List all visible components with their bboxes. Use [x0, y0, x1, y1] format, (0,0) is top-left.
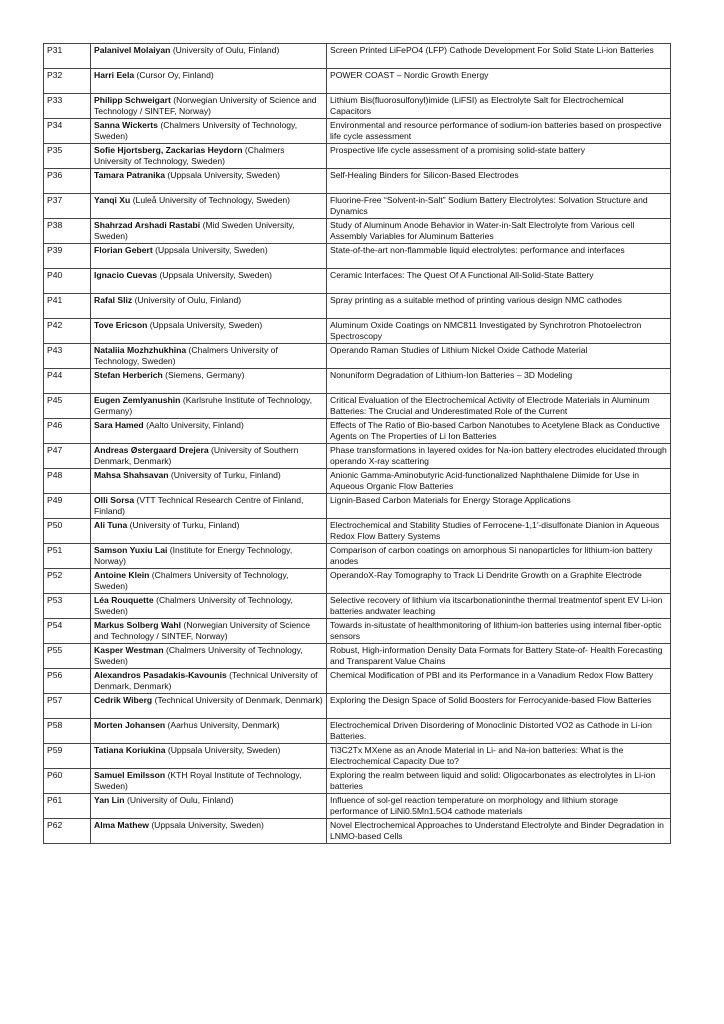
poster-author [91, 469, 327, 494]
author-name: Palanivel Molaiyan [94, 44, 171, 55]
author-name: Antoine Klein [94, 569, 150, 580]
table-row [44, 344, 671, 369]
author-name: Ignacio Cuevas [94, 269, 158, 280]
poster-title: Comparison of carbon coatings on amorphous Si nanoparticles for lithium-ion battery anodes [327, 544, 671, 569]
poster-author [91, 169, 327, 194]
poster-author [91, 269, 327, 294]
poster-author [91, 744, 327, 769]
poster-id: P34 [44, 119, 91, 144]
author-name: Markus Solberg Wahl [94, 619, 182, 630]
poster-author [91, 344, 327, 369]
poster-id: P46 [44, 419, 91, 444]
author-name: Tove Ericson [94, 319, 148, 330]
poster-id: P41 [44, 294, 91, 319]
author-name: Ali Tuna [94, 519, 128, 530]
author-name: Rafal Sliz [94, 294, 133, 305]
author-affiliation: (Aarhus University, Denmark) [167, 719, 280, 730]
author-affiliation: (University of Oulu, Finland) [134, 294, 242, 305]
table-row [44, 294, 671, 319]
author-affiliation: (Uppsala University, Sweden) [155, 244, 268, 255]
poster-title: POWER COAST – Nordic Growth Energy [327, 69, 671, 94]
table-row [44, 594, 671, 619]
table-row [44, 544, 671, 569]
table-row [44, 819, 671, 844]
table-row [44, 169, 671, 194]
table-row [44, 719, 671, 744]
poster-author [91, 769, 327, 794]
poster-title: Exploring the realm between liquid and solid: Oligocarbonates as electrolytes in Li-ion batteries [327, 769, 671, 794]
author-name: Olli Sorsa [94, 494, 135, 505]
poster-id: P39 [44, 244, 91, 269]
author-affiliation: (Siemens, Germany) [165, 369, 245, 380]
poster-title: Nonuniform Degradation of Lithium-Ion Batteries – 3D Modeling [327, 369, 671, 394]
poster-author [91, 119, 327, 144]
author-name: Kasper Westman [94, 644, 164, 655]
author-affiliation: (Chalmers University of Technology, Sweden) [94, 119, 298, 141]
author-affiliation: (University of Oulu, Finland) [172, 44, 280, 55]
poster-id: P49 [44, 494, 91, 519]
table-row [44, 644, 671, 669]
poster-author [91, 244, 327, 269]
table-row [44, 619, 671, 644]
poster-title: Novel Electrochemical Approaches to Understand Electrolyte and Binder Degradation in LNMO-based Cells [327, 819, 671, 844]
author-name: Philipp Schweigart [94, 94, 171, 105]
poster-id: P62 [44, 819, 91, 844]
poster-author [91, 819, 327, 844]
table-row [44, 469, 671, 494]
table-row [44, 769, 671, 794]
poster-author [91, 794, 327, 819]
author-affiliation: (VTT Technical Research Centre of Finland, Finland) [94, 494, 304, 516]
table-row [44, 494, 671, 519]
author-name: Alexandros Pasadakis-Kavounis [94, 669, 227, 680]
poster-id: P57 [44, 694, 91, 719]
poster-id: P43 [44, 344, 91, 369]
poster-id: P40 [44, 269, 91, 294]
table-row [44, 794, 671, 819]
poster-title: Environmental and resource performance of sodium-ion batteries based on prospective life cycle assessment [327, 119, 671, 144]
table-row [44, 219, 671, 244]
poster-id: P55 [44, 644, 91, 669]
poster-author [91, 69, 327, 94]
poster-title: Electrochemical and Stability Studies of Ferrocene-1,1′-disulfonate Dianion in Aqueous Redox Flow Battery Systems [327, 519, 671, 544]
author-name: Stefan Herberich [94, 369, 163, 380]
author-affiliation: (Mid Sweden University, Sweden) [94, 219, 295, 241]
author-affiliation: (Aalto University, Finland) [146, 419, 244, 430]
poster-author [91, 669, 327, 694]
poster-id: P52 [44, 569, 91, 594]
poster-title: Study of Aluminum Anode Behavior in Water-in-Salt Electrolyte from Various cell Assembly Variables for Aluminum Batteries [327, 219, 671, 244]
author-name: Samson Yuxiu Lai [94, 544, 168, 555]
author-affiliation: (Norwegian University of Science and Technology / SINTEF, Norway) [94, 619, 311, 641]
author-affiliation: (Cursor Oy, Finland) [136, 69, 214, 80]
poster-author [91, 94, 327, 119]
author-name: Eugen Zemlyanushin [94, 394, 181, 405]
poster-author [91, 294, 327, 319]
author-affiliation: (Chalmers University of Technology, Sweden) [94, 144, 285, 166]
author-affiliation: (Karlsruhe Institute of Technology, Germany) [94, 394, 312, 416]
table-row [44, 194, 671, 219]
author-affiliation: (University of Turku, Finland) [129, 519, 240, 530]
poster-author [91, 569, 327, 594]
poster-title: Ceramic Interfaces: The Quest Of A Functional All-Solid-State Battery [327, 269, 671, 294]
poster-author [91, 319, 327, 344]
table-row [44, 369, 671, 394]
poster-id: P36 [44, 169, 91, 194]
poster-author [91, 619, 327, 644]
author-name: Andreas Østergaard Drejera [94, 444, 209, 455]
author-affiliation: (Chalmers University of Technology, Sweden) [94, 344, 278, 366]
poster-author [91, 644, 327, 669]
author-affiliation: (University of Turku, Finland) [170, 469, 281, 480]
poster-id: P53 [44, 594, 91, 619]
poster-title: Critical Evaluation of the Electrochemical Activity of Electrode Materials in Aluminum Batteries: The Crucial and Underestimated Role of the Current [327, 394, 671, 419]
author-name: Harri Eela [94, 69, 135, 80]
poster-author [91, 544, 327, 569]
poster-title: Self-Healing Binders for Silicon-Based Electrodes [327, 169, 671, 194]
poster-author [91, 694, 327, 719]
author-affiliation: (Chalmers University of Technology, Sweden) [94, 644, 303, 666]
poster-title: Electrochemical Driven Disordering of Monoclinic Distorted VO2 as Cathode in Li-ion Batteries. [327, 719, 671, 744]
poster-author [91, 369, 327, 394]
poster-author [91, 219, 327, 244]
poster-id: P44 [44, 369, 91, 394]
table-row [44, 144, 671, 169]
author-name: Tamara Patranika [94, 169, 166, 180]
poster-id: P38 [44, 219, 91, 244]
poster-author [91, 594, 327, 619]
poster-author [91, 444, 327, 469]
author-name: Sofie Hjortsberg, Zackarias Heydorn [94, 144, 243, 155]
poster-rows [44, 44, 671, 844]
poster-title: Anionic Gamma-Aminobutyric Acid-functionalized Naphthalene Diimide for Use in Aqueous Organic Flow Batteries [327, 469, 671, 494]
author-name: Cedrik Wiberg [94, 694, 153, 705]
table-row [44, 444, 671, 469]
poster-title: Operando Raman Studies of Lithium Nickel Oxide Cathode Material [327, 344, 671, 369]
poster-title: Selective recovery of lithium via itscarbonationinthe thermal treatmentof spent EV Li-ion batteries andwater leaching [327, 594, 671, 619]
poster-title: Ti3C2Tx MXene as an Anode Material in Li- and Na-ion batteries: What is the Electrochemical Capacity Due to? [327, 744, 671, 769]
table-row [44, 119, 671, 144]
author-affiliation: (Uppsala University, Sweden) [151, 819, 264, 830]
table-row [44, 94, 671, 119]
poster-title: Fluorine-Free “Solvent-in-Salt” Sodium Battery Electrolytes: Solvation Structure and Dynamics [327, 194, 671, 219]
poster-id: P42 [44, 319, 91, 344]
poster-title: Influence of sol-gel reaction temperature on morphology and lithium storage performance of LiNi0.5Mn1.5O4 cathode materials [327, 794, 671, 819]
poster-title: State-of-the-art non-flammable liquid electrolytes: performance and interfaces [327, 244, 671, 269]
poster-id: P50 [44, 519, 91, 544]
poster-id: P58 [44, 719, 91, 744]
poster-author [91, 394, 327, 419]
poster-title: Effects of The Ratio of Bio-based Carbon Nanotubes to Acetylene Black as Conductive Agents on The Properties of Li Ion Batteries [327, 419, 671, 444]
table-row [44, 669, 671, 694]
poster-title: Prospective life cycle assessment of a promising solid-state battery [327, 144, 671, 169]
author-affiliation: (Chalmers University of Technology, Sweden) [94, 569, 289, 591]
poster-author [91, 719, 327, 744]
poster-title: Spray printing as a suitable method of printing various design NMC cathodes [327, 294, 671, 319]
author-name: Samuel Emilsson [94, 769, 166, 780]
poster-id: P35 [44, 144, 91, 169]
poster-id: P32 [44, 69, 91, 94]
table-row [44, 244, 671, 269]
poster-id: P56 [44, 669, 91, 694]
author-affiliation: (Technical University of Denmark, Denmark) [94, 669, 318, 691]
table-row [44, 519, 671, 544]
author-affiliation: (Luleå University of Technology, Sweden) [132, 194, 291, 205]
poster-author [91, 194, 327, 219]
author-name: Morten Johansen [94, 719, 166, 730]
poster-author [91, 494, 327, 519]
author-affiliation: (KTH Royal Institute of Technology, Sweden) [94, 769, 302, 791]
table-row [44, 694, 671, 719]
poster-id: P45 [44, 394, 91, 419]
poster-author [91, 44, 327, 69]
poster-id: P60 [44, 769, 91, 794]
table-row [44, 569, 671, 594]
poster-id: P54 [44, 619, 91, 644]
poster-title: Aluminum Oxide Coatings on NMC811 Investigated by Synchrotron Photoelectron Spectroscopy [327, 319, 671, 344]
author-affiliation: (University of Oulu, Finland) [126, 794, 234, 805]
table-row [44, 744, 671, 769]
poster-author [91, 144, 327, 169]
poster-id: P48 [44, 469, 91, 494]
poster-id: P61 [44, 794, 91, 819]
table-row [44, 69, 671, 94]
poster-id: P33 [44, 94, 91, 119]
author-name: Léa Rouquette [94, 594, 154, 605]
author-affiliation: (Technical University of Denmark, Denmark) [154, 694, 323, 705]
poster-title: Phase transformations in layered oxides for Na-ion battery electrodes elucidated through operando X-ray scattering [327, 444, 671, 469]
author-name: Yan Lin [94, 794, 125, 805]
poster-title: Towards in-situstate of healthmonitoring of lithium-ion batteries using internal fiber-optic sensors [327, 619, 671, 644]
author-affiliation: (Chalmers University of Technology, Sweden) [94, 594, 293, 616]
author-name: Mahsa Shahsavan [94, 469, 169, 480]
author-name: Sara Hamed [94, 419, 144, 430]
poster-title: Screen Printed LiFePO4 (LFP) Cathode Development For Solid State Li-ion Batteries [327, 44, 671, 69]
poster-id: P47 [44, 444, 91, 469]
author-affiliation: (Institute for Energy Technology, Norway) [94, 544, 293, 566]
author-name: Nataliia Mozhzhukhina [94, 344, 187, 355]
author-name: Sanna Wickerts [94, 119, 158, 130]
author-affiliation: (Uppsala University, Sweden) [167, 169, 280, 180]
poster-title: Chemical Modification of PBI and its Performance in a Vanadium Redox Flow Battery [327, 669, 671, 694]
table-row [44, 394, 671, 419]
poster-id: P37 [44, 194, 91, 219]
poster-id: P59 [44, 744, 91, 769]
author-name: Shahrzad Arshadi Rastabi [94, 219, 201, 230]
poster-author [91, 419, 327, 444]
author-affiliation: (Uppsala University, Sweden) [149, 319, 263, 330]
table-row [44, 269, 671, 294]
author-name: Florian Gebert [94, 244, 153, 255]
poster-title: Exploring the Design Space of Solid Boosters for Ferrocyanide-based Flow Batteries [327, 694, 671, 719]
table-row [44, 44, 671, 69]
poster-title: Lithium Bis(fluorosulfonyl)imide (LiFSI) as Electrolyte Salt for Electrochemical Capacitors [327, 94, 671, 119]
author-affiliation: (Uppsala University, Sweden) [159, 269, 272, 280]
author-affiliation: (University of Southern Denmark, Denmark) [94, 444, 299, 466]
poster-id: P51 [44, 544, 91, 569]
author-affiliation: (Uppsala University, Sweden) [167, 744, 281, 755]
poster-table [43, 43, 671, 844]
author-affiliation: (Norwegian University of Science and Technology / SINTEF, Norway) [94, 94, 317, 116]
poster-title: Robust, High-information Density Data Formats for Battery State-of- Health Forecasting and Transparent Value Chains [327, 644, 671, 669]
author-name: Tatiana Koriukina [94, 744, 166, 755]
author-name: Yanqi Xu [94, 194, 131, 205]
poster-title: Lignin-Based Carbon Materials for Energy Storage Applications [327, 494, 671, 519]
poster-author [91, 519, 327, 544]
poster-title: OperandoX-Ray Tomography to Track Li Dendrite Growth on a Graphite Electrode [327, 569, 671, 594]
poster-id: P31 [44, 44, 91, 69]
author-name: Alma Mathew [94, 819, 149, 830]
table-row [44, 419, 671, 444]
table-row [44, 319, 671, 344]
